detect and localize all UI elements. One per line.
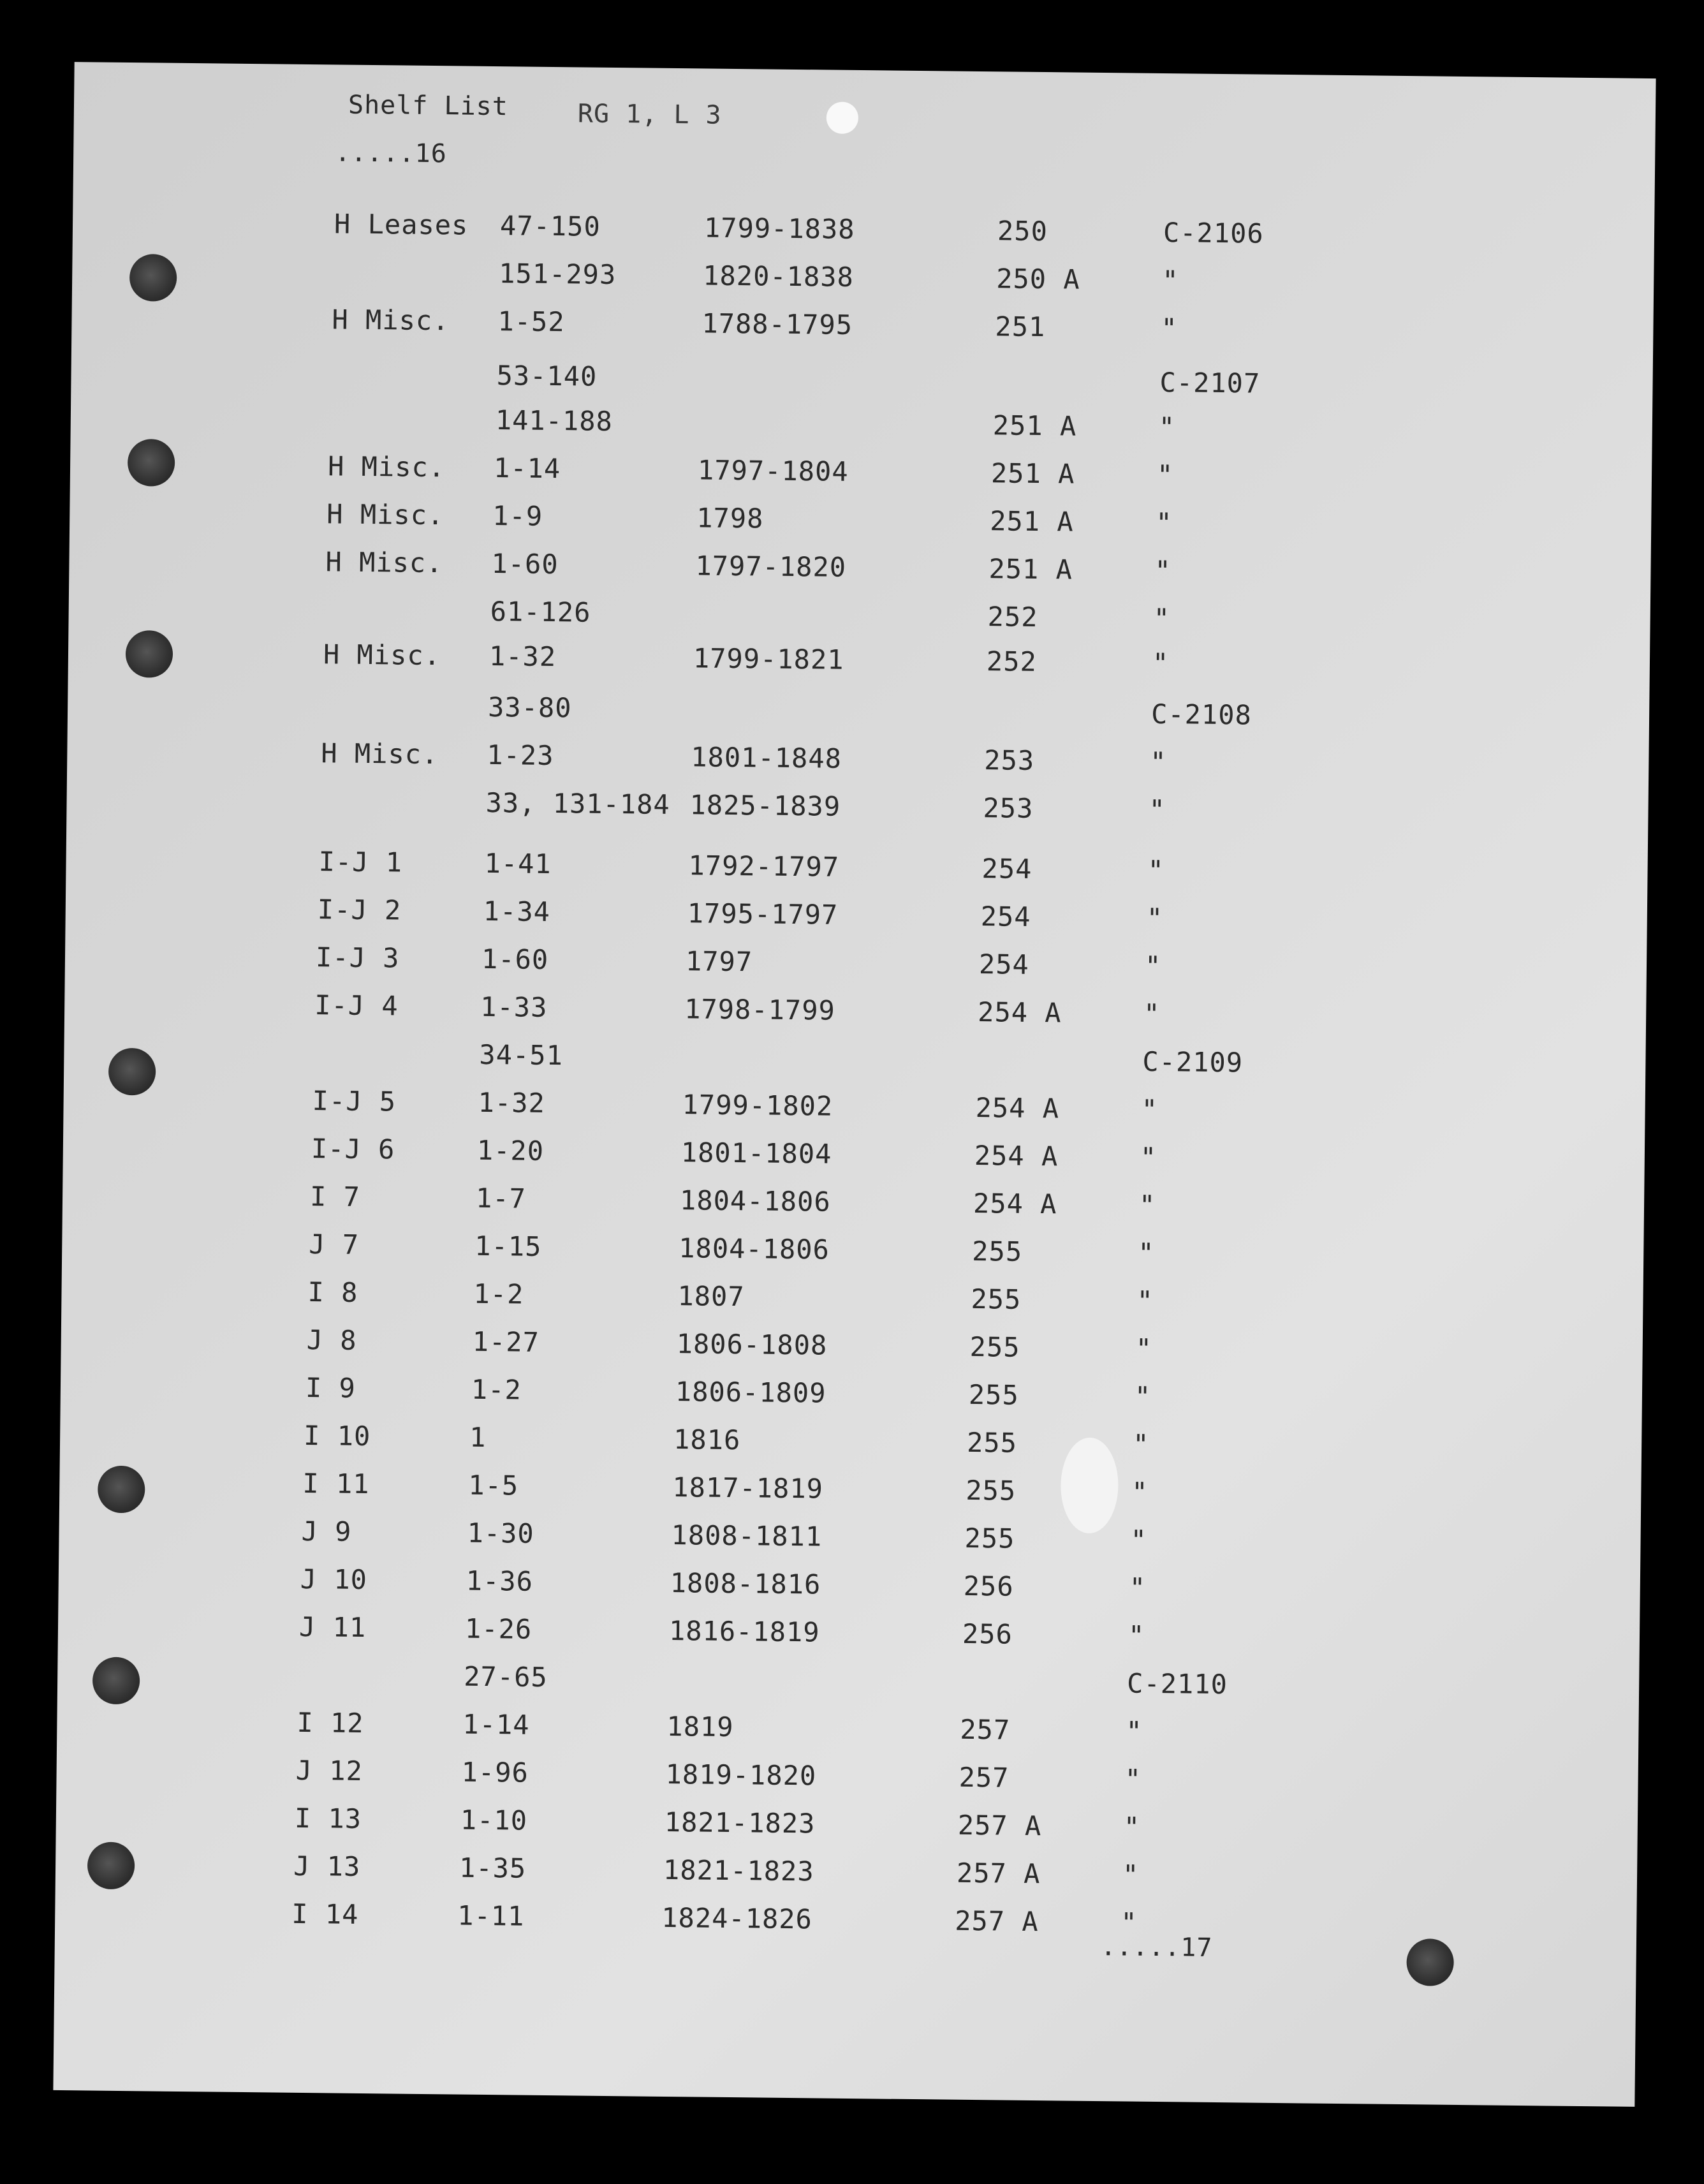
- row-dates: 1798-1799: [684, 993, 836, 1026]
- row-box: 253: [984, 744, 1035, 776]
- row-series: H Misc.: [327, 450, 446, 483]
- row-series: J 9: [301, 1515, 352, 1547]
- table-row: [56, 1800, 1638, 1855]
- row-box: 257: [960, 1713, 1011, 1746]
- table-row: [55, 1848, 1637, 1903]
- row-range: 1-7: [475, 1182, 527, 1214]
- row-range: 47-150: [499, 210, 601, 242]
- row-dates: 1798: [696, 502, 764, 535]
- row-reel: ": [1140, 1141, 1157, 1173]
- row-reel: ": [1136, 1285, 1154, 1317]
- row-series: I-J 5: [312, 1085, 397, 1118]
- row-dates: 1807: [677, 1280, 745, 1313]
- row-box: 255: [966, 1474, 1017, 1507]
- row-range: 1-34: [483, 895, 551, 927]
- table-row: [58, 1609, 1640, 1664]
- row-dates: 1797-1820: [695, 550, 847, 583]
- row-dates: 1821-1823: [664, 1806, 816, 1840]
- header-title: Shelf List: [348, 90, 509, 122]
- row-range: 1-32: [488, 640, 557, 673]
- row-box: 256: [963, 1570, 1014, 1602]
- row-series: I 8: [307, 1276, 358, 1308]
- row-box: 254 A: [977, 996, 1062, 1029]
- row-box: 251: [995, 311, 1046, 343]
- row-range: 1-23: [487, 739, 554, 772]
- row-dates: 1825-1839: [689, 789, 841, 822]
- table-row: [66, 783, 1648, 837]
- table-row: [63, 1130, 1645, 1185]
- row-box: 255: [966, 1426, 1018, 1459]
- document-sheet: [53, 62, 1656, 2107]
- row-reel: C-2109: [1142, 1045, 1244, 1079]
- row-series: H Misc.: [332, 304, 450, 337]
- row-reel: ": [1143, 998, 1161, 1030]
- row-series: I 9: [305, 1372, 356, 1404]
- row-box: 251 A: [988, 553, 1073, 586]
- row-series: H Misc.: [327, 498, 444, 531]
- row-dates: 1804-1806: [679, 1232, 830, 1265]
- table-row: [67, 735, 1649, 790]
- row-range: 1-20: [476, 1134, 545, 1167]
- table-row: [61, 1322, 1642, 1376]
- row-reel: ": [1126, 1715, 1143, 1747]
- row-dates: 1821-1823: [663, 1854, 814, 1887]
- previous-page-ref: .....16: [335, 138, 448, 169]
- row-box: 253: [983, 792, 1034, 824]
- row-reel: ": [1150, 746, 1167, 778]
- row-box: 251 A: [990, 505, 1074, 538]
- row-series: J 11: [298, 1611, 367, 1644]
- row-box: 251 A: [992, 410, 1077, 442]
- table-row: [69, 543, 1650, 598]
- row-box: 254: [978, 948, 1030, 980]
- row-box: 257 A: [955, 1905, 1039, 1938]
- row-range: 1-52: [497, 306, 565, 338]
- row-dates: 1799-1802: [682, 1089, 834, 1122]
- row-reel: C-2107: [1159, 366, 1261, 399]
- row-reel: ": [1127, 1620, 1145, 1651]
- row-reel: ": [1138, 1189, 1156, 1221]
- row-reel: ": [1146, 902, 1164, 934]
- row-dates: 1799-1838: [703, 212, 855, 245]
- row-dates: 1797-1804: [697, 454, 849, 487]
- table-row: [68, 687, 1649, 742]
- row-dates: 1819-1820: [665, 1758, 817, 1792]
- row-range: 34-51: [479, 1038, 564, 1072]
- row-reel: ": [1132, 1428, 1150, 1460]
- row-reel: ": [1155, 506, 1173, 539]
- row-series: I 14: [291, 1898, 359, 1930]
- next-page-ref: .....17: [1100, 1932, 1213, 1963]
- row-box: 255: [964, 1522, 1015, 1554]
- table-row: [68, 636, 1650, 691]
- row-series: I-J 2: [317, 894, 402, 926]
- table-row: [62, 1178, 1644, 1233]
- row-series: J 7: [309, 1228, 360, 1260]
- table-row: [70, 496, 1651, 550]
- row-series: J 8: [306, 1324, 357, 1356]
- row-range: 1-2: [471, 1373, 522, 1406]
- row-dates: 1816: [673, 1424, 741, 1456]
- row-dates: 1806-1808: [676, 1328, 828, 1361]
- table-row: [60, 1417, 1642, 1472]
- row-range: 141-188: [495, 404, 613, 437]
- row-series: H Misc.: [325, 546, 443, 579]
- row-box: 254 A: [973, 1187, 1057, 1220]
- row-dates: 1824-1826: [661, 1901, 813, 1935]
- row-box: 255: [972, 1235, 1023, 1267]
- row-series: J 10: [300, 1563, 368, 1596]
- row-series: I 13: [294, 1802, 362, 1834]
- row-dates: 1804-1806: [679, 1184, 831, 1218]
- row-series: I-J 3: [315, 941, 400, 974]
- row-range: 1-5: [468, 1469, 519, 1502]
- row-range: 1-9: [492, 500, 543, 532]
- row-box: 255: [968, 1378, 1020, 1411]
- table-row: [58, 1561, 1640, 1616]
- row-reel: ": [1124, 1763, 1142, 1795]
- row-reel: C-2110: [1126, 1667, 1228, 1701]
- record-group: RG 1, L 3: [577, 99, 722, 130]
- table-row: [66, 843, 1647, 898]
- row-reel: ": [1144, 950, 1162, 982]
- table-row: [64, 987, 1646, 1042]
- row-range: 1-15: [474, 1230, 542, 1262]
- row-reel: ": [1134, 1380, 1152, 1412]
- row-reel: ": [1161, 264, 1179, 297]
- row-reel: ": [1149, 793, 1166, 826]
- row-reel: C-2108: [1150, 698, 1252, 731]
- row-dates: 1797: [685, 945, 753, 978]
- row-series: I-J 1: [318, 846, 403, 878]
- row-box: 252: [987, 601, 1038, 633]
- row-box: 254 A: [975, 1091, 1060, 1125]
- row-series: I 7: [309, 1181, 361, 1213]
- row-dates: 1820-1838: [703, 260, 855, 293]
- row-range: 53-140: [496, 360, 598, 392]
- row-reel: ": [1120, 1907, 1138, 1938]
- row-series: I-J 4: [314, 989, 399, 1022]
- row-box: 257 A: [957, 1809, 1042, 1842]
- row-reel: ": [1154, 554, 1172, 587]
- row-dates: 1792-1797: [688, 850, 840, 883]
- table-row: [64, 1035, 1645, 1089]
- row-box: 251 A: [990, 457, 1075, 490]
- paper-blemish: [826, 101, 859, 134]
- row-range: 1-14: [462, 1708, 530, 1741]
- table-row: [65, 891, 1647, 946]
- row-reel: ": [1141, 1093, 1159, 1125]
- table-row: [57, 1656, 1639, 1711]
- row-dates: 1808-1811: [671, 1519, 823, 1553]
- table-row: [59, 1513, 1640, 1568]
- row-box: 250: [997, 215, 1048, 247]
- row-dates: 1801-1804: [680, 1137, 832, 1170]
- row-range: 1-26: [464, 1612, 532, 1645]
- row-range: 1-14: [493, 452, 561, 485]
- row-dates: 1799-1821: [693, 642, 844, 675]
- row-range: 1-33: [480, 991, 548, 1023]
- row-dates: 1817-1819: [672, 1472, 824, 1505]
- row-range: 1-30: [467, 1517, 535, 1549]
- row-dates: 1788-1795: [701, 307, 853, 341]
- row-series: J 12: [295, 1754, 364, 1787]
- table-row: [56, 1752, 1638, 1807]
- row-series: H Leases: [334, 208, 469, 241]
- row-range: 1-36: [466, 1565, 534, 1597]
- row-series: H Misc.: [323, 638, 441, 672]
- row-box: 250 A: [995, 263, 1080, 295]
- row-range: 1: [469, 1421, 487, 1453]
- row-dates: 1795-1797: [687, 897, 839, 931]
- row-box: 257: [958, 1761, 1010, 1794]
- row-dates: 1801-1848: [691, 741, 842, 774]
- row-range: 1-41: [484, 847, 552, 880]
- row-box: 255: [969, 1331, 1020, 1363]
- row-range: 1-2: [473, 1278, 524, 1310]
- row-range: 1-27: [472, 1325, 540, 1358]
- table-row: [73, 205, 1654, 260]
- row-series: H Misc.: [321, 737, 439, 771]
- row-reel: ": [1158, 411, 1176, 443]
- row-range: 1-32: [478, 1086, 546, 1119]
- table-row: [61, 1369, 1642, 1424]
- table-row: [71, 400, 1652, 455]
- row-box: 254 A: [974, 1139, 1059, 1172]
- table-row: [65, 939, 1647, 994]
- table-row: [72, 253, 1654, 308]
- table-row: [55, 1896, 1636, 1951]
- row-reel: ": [1123, 1811, 1141, 1843]
- row-dates: 1816-1819: [668, 1615, 820, 1648]
- table-row: [63, 1082, 1645, 1137]
- row-dates: 1808-1816: [670, 1567, 821, 1600]
- table-row: [57, 1704, 1638, 1759]
- row-reel: ": [1153, 602, 1171, 635]
- row-reel: ": [1129, 1572, 1147, 1604]
- row-box: 256: [962, 1618, 1013, 1650]
- row-reel: ": [1138, 1237, 1155, 1269]
- row-range: 1-35: [459, 1852, 527, 1884]
- row-range: 27-65: [463, 1660, 548, 1693]
- row-range: 1-60: [491, 547, 559, 580]
- row-dates: 1806-1809: [675, 1376, 826, 1409]
- row-range: 1-10: [460, 1804, 528, 1836]
- row-range: 151-293: [499, 258, 617, 291]
- row-reel: ": [1135, 1332, 1153, 1364]
- row-reel: C-2106: [1163, 216, 1264, 249]
- row-reel: ": [1156, 459, 1174, 491]
- table-row: [59, 1465, 1641, 1520]
- row-range: 33, 131-184: [485, 786, 670, 820]
- row-reel: ": [1130, 1524, 1148, 1556]
- row-range: 1-60: [481, 943, 549, 975]
- row-dates: 1819: [666, 1710, 734, 1743]
- row-range: 1-11: [457, 1900, 525, 1932]
- row-series: J 13: [293, 1850, 361, 1882]
- row-box: 252: [986, 646, 1038, 677]
- row-reel: ": [1152, 647, 1170, 679]
- row-range: 61-126: [490, 595, 591, 628]
- table-row: [71, 301, 1653, 356]
- row-series: I 12: [297, 1706, 364, 1739]
- table-row: [62, 1226, 1643, 1281]
- row-box: 254: [981, 853, 1032, 885]
- row-box: 257 A: [956, 1857, 1041, 1890]
- row-reel: ": [1161, 312, 1178, 344]
- row-reel: ": [1122, 1859, 1140, 1891]
- row-box: 254: [980, 901, 1031, 933]
- row-box: 255: [971, 1283, 1022, 1315]
- row-series: I-J 6: [311, 1133, 395, 1165]
- row-range: 1-96: [461, 1756, 529, 1789]
- row-reel: ": [1131, 1476, 1149, 1508]
- row-reel: ": [1147, 854, 1165, 887]
- row-series: I 11: [302, 1467, 370, 1500]
- table-row: [70, 448, 1652, 503]
- row-range: 33-80: [487, 691, 572, 724]
- table-row: [61, 1274, 1643, 1329]
- row-series: I 10: [303, 1419, 371, 1452]
